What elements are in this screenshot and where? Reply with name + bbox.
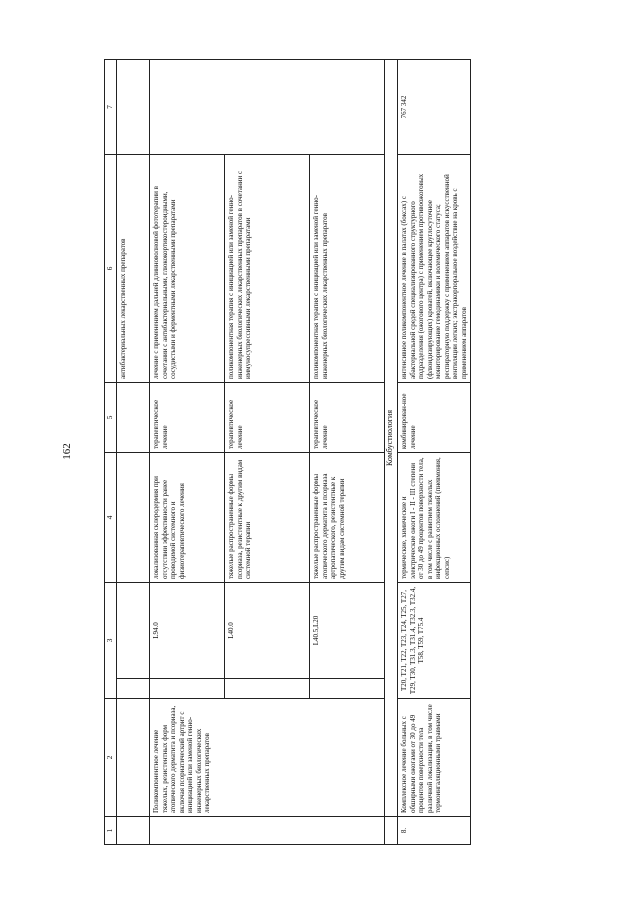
treatment-method-cell: поликомпонентная терапия с инициацией или заменой генно-инженерных биологических лекарственных препаратов xyxy=(310,155,385,383)
table-row xyxy=(398,60,471,845)
treatment-method-cell: интенсивное поликомпонентное лечение в палатах (боксах) с абактериальной средой специализированного структурного подразделения (ожогового центра) с применением противоожоговых (флюидизирующих) кроватей, включающее круглосуточное мониторирование гемодинамики и волемического статуса; респираторную поддержку с применением аппаратов искусственной вентиляции легких; экстракорпоральное воздействие на кровь с применением аппаратов xyxy=(398,155,471,383)
treatment-method-cell: лечение с применением дальней длинноволновой фототерапии в сочетании с антибактериальными, глюкокортикостероидными, сосудистыми и ферментными лекарственными препаратами xyxy=(150,155,225,383)
column-number: 1 xyxy=(105,817,117,845)
treatment-type-cell: терапевтическое лечение xyxy=(310,383,385,453)
treatment-method-cell: поликомпонентная терапия с инициацией или заменой генно-инженерных биологических лекарственных препаратов в сочетании с иммуносупрессивными лекарственными препаратами xyxy=(225,155,310,383)
care-type-cell: Комплексное лечение больных с обширными ожогами от 30 до 49 процентов поверхности тела различной локализации, в том числе термоингаляционными травмами xyxy=(398,699,471,817)
patient-model-cell: локализованная склеродермия при отсутствии эффективности ранее проводимой системного и физиотерапевтического лечения xyxy=(150,453,225,583)
patient-model-cell: термические, химические и электрические ожоги I - II - III степени от 30 до 49 процентов поверхности тела, в том числе с развитием тяжелых инфекционных осложнений (пневмония, сепсис) xyxy=(398,453,471,583)
table-row xyxy=(150,60,225,845)
icd-code-cell: L40.5,L20 xyxy=(310,583,385,679)
cost-cell: 767 342 xyxy=(398,60,471,155)
icd-code-cell: L94.0 xyxy=(150,583,225,679)
treatment-type-cell: терапевтическое лечение xyxy=(225,383,310,453)
page-number: 162 xyxy=(61,443,73,460)
patient-model-cell: тяжелые распространенные формы атопического дерматита и псориаза артропатического, резистентные к другим видам системной терапии xyxy=(310,453,385,583)
column-number: 4 xyxy=(105,453,117,583)
row-number: 8. xyxy=(398,817,471,845)
column-number: 3 xyxy=(105,583,117,699)
column-number: 5 xyxy=(105,383,117,453)
treatment-method-cell: антибактериальных лекарственных препаратов xyxy=(117,155,150,383)
column-number: 6 xyxy=(105,155,117,383)
medical-care-table xyxy=(104,59,471,845)
column-number: 7 xyxy=(105,60,117,155)
care-type-cell: Поликомпонентное лечение тяжелых, резистентных форм атопического дерматита и псориаза, включая псориатический артрит с инициацией или заменой генно-инженерных биологических лекарственных препаратов xyxy=(150,699,385,817)
treatment-type-cell: комбинирован-ное лечение xyxy=(398,383,471,453)
section-title: Комбустиология xyxy=(385,60,398,817)
icd-code-cell: T20, T21, T22, T23, T24, T25, T27, T29, T30, T31.3, T31.4, T32.3, T32.4, T58, T59, T75.4 xyxy=(398,583,471,699)
carry-over-row xyxy=(117,60,150,845)
patient-model-cell: тяжелые распространенные формы псориаза, резистентные к другим видам системной терапии xyxy=(225,453,310,583)
treatment-type-cell: терапевтическое лечение xyxy=(150,383,225,453)
page-content xyxy=(60,60,600,845)
column-number-row xyxy=(105,60,117,845)
column-number: 2 xyxy=(105,699,117,817)
section-row xyxy=(385,60,398,845)
icd-code-cell: L40.0 xyxy=(225,583,310,679)
